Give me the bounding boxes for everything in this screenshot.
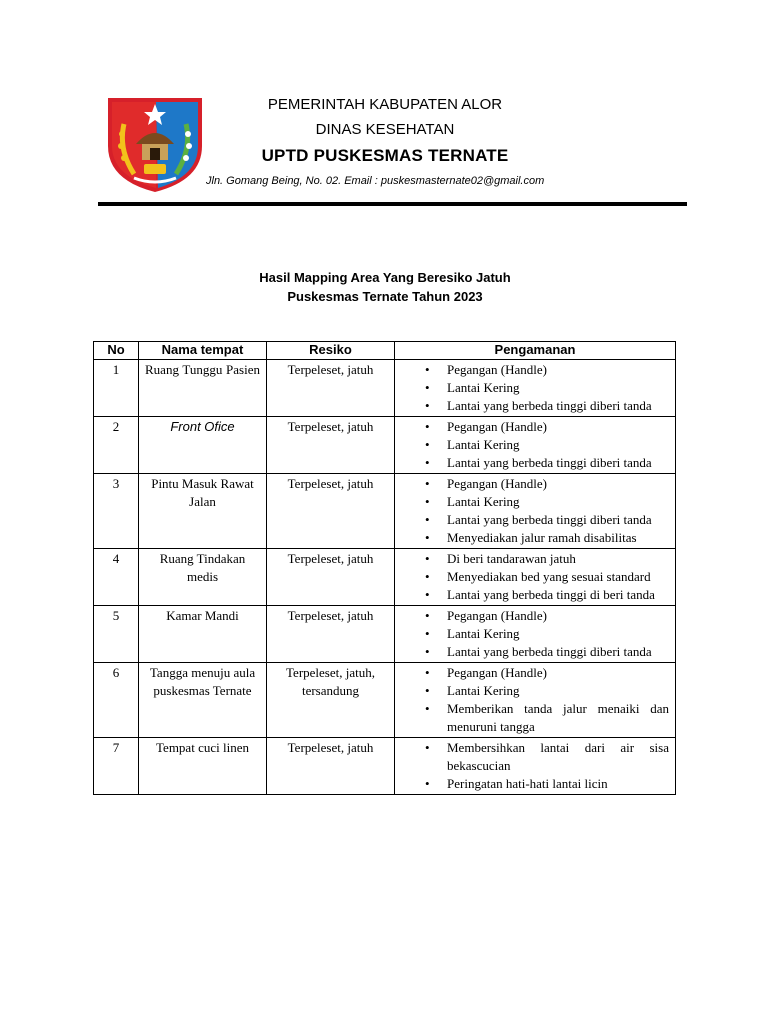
header-measures: Pengamanan [395, 342, 676, 360]
header-no: No [94, 342, 139, 360]
place-name: Kamar Mandi [139, 606, 267, 663]
row-number: 6 [94, 663, 139, 738]
measure-item: • Di beri tandarawan jatuh [401, 550, 669, 568]
measure-item: • Menyediakan jalur ramah disabilitas [401, 529, 669, 547]
address-line: Jln. Gomang Being, No. 02. Email : puskesmasternate02@gmail.com [206, 175, 545, 187]
measure-item: • Memberikan tanda jalur menaiki dan menuruni tangga [401, 700, 669, 736]
measure-item: • Lantai yang berbeda tinggi diberi tanda [401, 643, 669, 661]
measure-item: • Lantai Kering [401, 625, 669, 643]
table-header-row [94, 342, 676, 360]
table-row [94, 474, 676, 549]
measures-cell [395, 417, 676, 474]
measure-item: • Lantai yang berbeda tinggi diberi tanda [401, 511, 669, 529]
table-row [94, 417, 676, 474]
place-name: Pintu Masuk Rawat Jalan [139, 474, 267, 549]
measure-item: • Lantai Kering [401, 493, 669, 511]
table-row [94, 738, 676, 795]
measure-item: • Pegangan (Handle) [401, 475, 669, 493]
table-row [94, 360, 676, 417]
place-name: Tangga menuju aula puskesmas Ternate [139, 663, 267, 738]
measures-cell [395, 606, 676, 663]
header-risk: Resiko [267, 342, 395, 360]
table-row [94, 663, 676, 738]
risk-text: Terpeleset, jatuh [267, 738, 395, 795]
risk-text: Terpeleset, jatuh [267, 606, 395, 663]
row-number: 5 [94, 606, 139, 663]
measure-item: • Pegangan (Handle) [401, 664, 669, 682]
measure-item: • Menyediakan bed yang sesuai standard [401, 568, 669, 586]
letterhead-text [200, 94, 570, 166]
header-place: Nama tempat [139, 342, 267, 360]
document-title: Hasil Mapping Area Yang Beresiko Jatuh [259, 270, 511, 285]
institution-name: UPTD PUSKESMAS TERNATE [261, 146, 509, 165]
risk-text: Terpeleset, jatuh [267, 360, 395, 417]
row-number: 4 [94, 549, 139, 606]
measures-cell [395, 549, 676, 606]
risk-text: Terpeleset, jatuh [267, 417, 395, 474]
measure-item: • Lantai yang berbeda tinggi diberi tanda [401, 397, 669, 415]
risk-text: Terpeleset, jatuh, tersandung [267, 663, 395, 738]
kabupaten-alor-crest-logo [104, 94, 206, 194]
measure-item: • Pegangan (Handle) [401, 361, 669, 379]
header-divider [98, 202, 687, 206]
place-name: Ruang Tindakan medis [139, 549, 267, 606]
measure-item: • Pegangan (Handle) [401, 418, 669, 436]
measure-item: • Lantai yang berbeda tinggi diberi tanda [401, 454, 669, 472]
measure-item: • Lantai Kering [401, 379, 669, 397]
table-row [94, 606, 676, 663]
letterhead [0, 0, 768, 210]
row-number: 3 [94, 474, 139, 549]
row-number: 2 [94, 417, 139, 474]
document-subtitle: Puskesmas Ternate Tahun 2023 [287, 289, 483, 304]
measure-item: • Lantai yang berbeda tinggi di beri tanda [401, 586, 669, 604]
place-name: Ruang Tunggu Pasien [139, 360, 267, 417]
government-name: PEMERINTAH KABUPATEN ALOR [267, 96, 503, 113]
row-number: 1 [94, 360, 139, 417]
table-row [94, 549, 676, 606]
measures-cell [395, 474, 676, 549]
measures-cell [395, 663, 676, 738]
risk-text: Terpeleset, jatuh [267, 474, 395, 549]
measures-cell [395, 738, 676, 795]
measure-item: • Membersihkan lantai dari air sisa bekascucian [401, 739, 669, 775]
department-name: DINAS KESEHATAN [315, 121, 455, 138]
measure-item: • Lantai Kering [401, 436, 669, 454]
risk-mapping-table [93, 341, 676, 795]
measures-cell [395, 360, 676, 417]
measure-item: • Pegangan (Handle) [401, 607, 669, 625]
risk-text: Terpeleset, jatuh [267, 549, 395, 606]
measure-item: • Lantai Kering [401, 682, 669, 700]
place-name: Tempat cuci linen [139, 738, 267, 795]
place-name: Front Ofice [139, 417, 267, 474]
row-number: 7 [94, 738, 139, 795]
measure-item: • Peringatan hati-hati lantai licin [401, 775, 669, 793]
